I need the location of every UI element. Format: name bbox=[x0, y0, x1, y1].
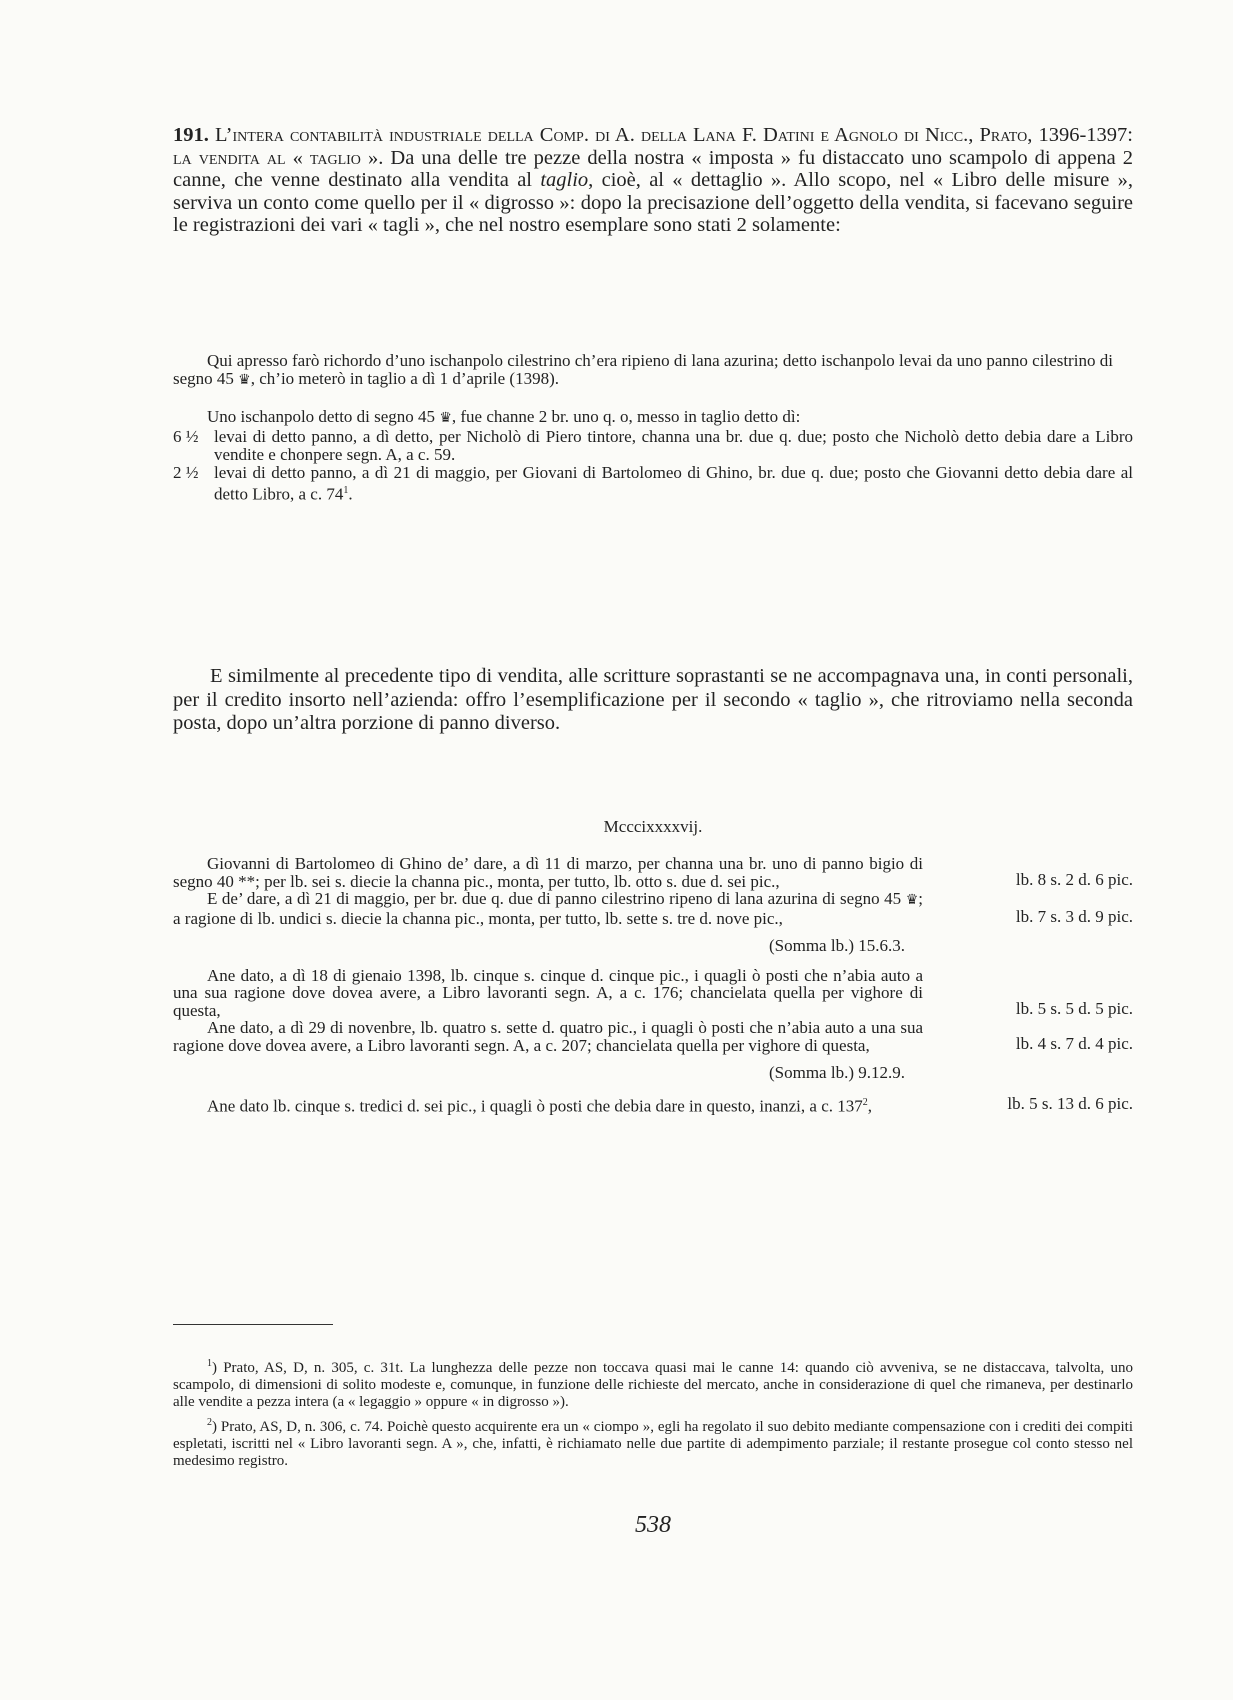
footnote-divider bbox=[173, 1324, 333, 1325]
ledger-description: Ane dato, a dì 29 di novenbre, lb. quatro s. sette d. quatro pic., i quagli ò posti che n’abia auto a una sua ragione dove dovea avere, a Libro lavoranti segn. A, a c. 207; chancielata quella per vighore di questa, bbox=[173, 1018, 923, 1055]
ledger-text: ; a ragione di lb. undici s. diecie la channa pic., monta, per tutto, lb. sette s. tre d. nove pic., bbox=[173, 889, 923, 928]
ledger-row bbox=[173, 890, 1133, 927]
footnote-ref: 1 bbox=[343, 485, 349, 496]
ledger-subtotal: (Somma lb.) 9.12.9. bbox=[769, 1063, 905, 1082]
footnote-text: ) Prato, AS, D, n. 305, c. 31t. La lunghezza delle pezze non toccava quasi mai le canne 14: quando ciò avveniva, se ne distaccava, talvolta, uno scampolo, di dimensioni di solito modeste e, comunque, in funzione delle richieste del mercato, anche in considerazione di quel che rimaneva, per destinarlo alle vendite a pezza intera (a « legaggio » oppure « in digrosso »). bbox=[173, 1360, 1133, 1410]
ledger-text: , bbox=[867, 1096, 872, 1116]
ledger-amount: lb. 4 s. 7 d. 4 pic. bbox=[1015, 1033, 1133, 1053]
ledger-amount: lb. 5 s. 13 d. 6 pic. bbox=[1007, 1094, 1133, 1114]
ledger-description bbox=[173, 1094, 949, 1115]
footnote-number: 2 bbox=[207, 1417, 212, 1428]
footnote bbox=[173, 1414, 1133, 1470]
ledger-amount: lb. 8 s. 2 d. 6 pic. bbox=[1015, 869, 1133, 889]
entry-quantity: 6 ½ bbox=[173, 427, 199, 446]
transcription-paragraph bbox=[173, 408, 1133, 428]
footnote bbox=[173, 1355, 1133, 1411]
ledger-year-heading: Mcccixxxxvij. bbox=[603, 817, 703, 836]
section-191-paragraph bbox=[173, 124, 1133, 237]
footnote-number: 1 bbox=[207, 1358, 212, 1369]
intro-italic-word: taglio bbox=[540, 169, 589, 191]
crown-mark-icon: ♛ bbox=[238, 373, 251, 388]
ledger-text: E de’ dare, a dì 21 di maggio, per br. due q. due di panno cilestrino ripeno di lana azurina di segno 45 bbox=[207, 889, 902, 908]
transcription-text: , fue channe 2 br. uno q. o, messo in taglio detto dì: bbox=[451, 407, 801, 426]
entry-text bbox=[214, 464, 1133, 504]
transcription-text: Uno ischanpolo detto di segno 45 bbox=[207, 407, 436, 426]
cut-entry bbox=[173, 464, 1133, 504]
section-heading: L’intera contabilità industriale della Comp. di A. della Lana F. Datini e Agnolo di Nicc., Prato, 1396-1397: la vendita al « taglio ». bbox=[173, 124, 1134, 169]
ledger-description: Giovanni di Bartolomeo di Ghino de’ dare, a dì 11 di marzo, per channa una br. uno di panno bigio di segno 40 **; per lb. sei s. diecie la channa pic., monta, per tutto, lb. otto s. due d. sei pic., bbox=[173, 854, 923, 891]
ledger-row bbox=[173, 1019, 1133, 1054]
intro-body-1: Da una delle tre pezze della nostra « imposta » fu distaccato uno scampolo di appena 2 canne, che venne destinato alla vendita al bbox=[173, 146, 1134, 191]
ledger-text: Ane dato lb. cinque s. tredici d. sei pic., i quagli ò posti che debia dare in questo, inanzi, a c. 137 bbox=[207, 1096, 863, 1116]
section-number: 191. bbox=[173, 124, 209, 146]
cut-entry bbox=[173, 428, 1133, 464]
ledger-amount: lb. 5 s. 5 d. 5 pic. bbox=[1015, 998, 1133, 1018]
ledger-description: Ane dato, a dì 18 di gienaio 1398, lb. cinque s. cinque d. cinque pic., i quagli ò posti che n’abia auto a una sua ragione dove dovea avere, a Libro lavoranti segn. A, a c. 176; chancielata quella per vighore di questa, bbox=[173, 965, 923, 1020]
ledger-account bbox=[173, 855, 1133, 1115]
ledger-row bbox=[173, 1094, 1133, 1115]
ledger-row bbox=[173, 967, 1133, 1020]
entry-text-end: . bbox=[348, 484, 353, 504]
entry-quantity: 2 ½ bbox=[173, 463, 199, 482]
document-transcription-1 bbox=[173, 352, 1133, 504]
entry-text: levai di detto panno, a dì detto, per Nicholò di Piero tintore, channa una br. due q. due; posto che Nicholò detto debia dare a Libro vendite e chonpere segn. A, a c. 59. bbox=[214, 427, 1133, 464]
footnotes bbox=[173, 1355, 1133, 1473]
ledger-subtotal: (Somma lb.) 15.6.3. bbox=[769, 936, 905, 955]
ledger-amount: lb. 7 s. 3 d. 9 pic. bbox=[1015, 906, 1133, 926]
transcription-text: Qui apresso farò richordo d’uno ischanpolo cilestrino ch’era ripieno di lana azurina; detto ischanpolo levai da uno panno cilestrino di segno 45 bbox=[173, 351, 1113, 388]
ledger-description bbox=[173, 890, 949, 927]
page-number: 538 bbox=[635, 1512, 671, 1538]
crown-mark-icon: ♛ bbox=[439, 411, 452, 426]
footnote-text: ) Prato, AS, D, n. 306, c. 74. Poichè questo acquirente era un « ciompo », egli ha regolato il suo debito mediante compensazione con i crediti dei compiti espletati, iscritti nel « Libro lavoranti segn. A », che, infatti, è richiamato nelle due partite di adempimento parziale; il restante prosegue col conto stesso nel medesimo registro. bbox=[173, 1419, 1133, 1469]
footnote-ref: 2 bbox=[862, 1096, 868, 1108]
entry-text-body: levai di detto panno, a dì 21 di maggio, per Giovani di Bartolomeo di Ghino, br. due q. due; posto che Giovanni detto debia dare al detto Libro, a c. 74 bbox=[214, 463, 1133, 504]
body-paragraph: E similmente al precedente tipo di vendita, alle scritture soprastanti se ne accompagnava una, in conti personali, per il credito insorto nell’azienda: offro l’esemplificazione per il secondo « taglio », che ritroviamo nella seconda posta, dopo un’altra porzione di panno diverso. bbox=[173, 665, 1133, 734]
crown-mark-icon: ♛ bbox=[905, 893, 919, 908]
intro-body-2: , cioè, al « dettaglio ». Allo scopo, nel « Libro delle misure », serviva un conto come quello per il « digrosso »: dopo la precisazione dell’oggetto della vendita, si facevano seguire le registrazioni dei vari « tagli », che nel nostro esemplare sono stati 2 solamente: bbox=[173, 169, 1133, 236]
transcription-text: , ch’io meterò in taglio a dì 1 d’aprile (1398). bbox=[250, 369, 560, 388]
ledger-row bbox=[173, 855, 1133, 890]
transcription-paragraph bbox=[173, 352, 1133, 390]
